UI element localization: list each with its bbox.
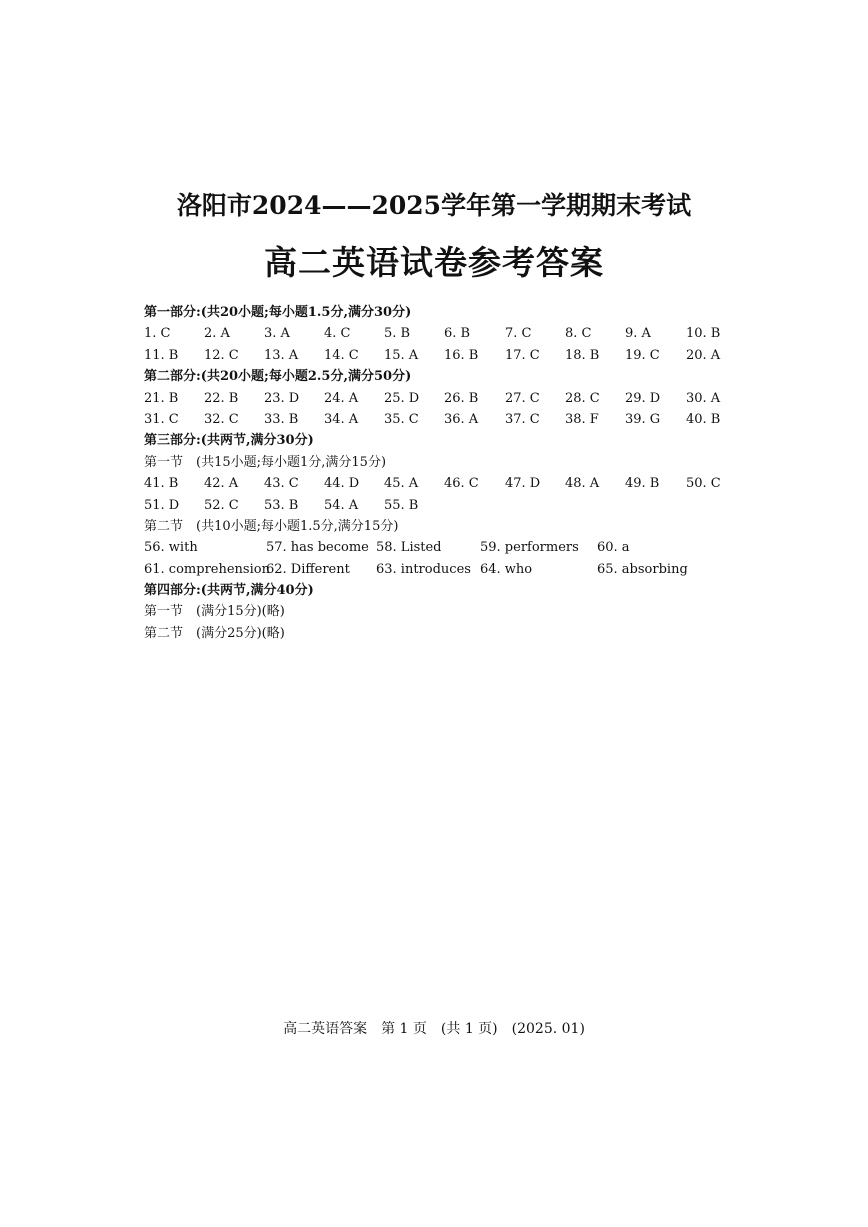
answer-item: 20. A — [686, 347, 721, 363]
answer-item: 15. A — [384, 347, 419, 363]
answer-item: 57. has become — [266, 540, 369, 556]
part4-heading: 第四部分:(共两节,满分40分) — [144, 583, 314, 599]
answer-item: 54. A — [324, 497, 359, 513]
answer-row — [144, 409, 744, 430]
part3-section1-label: 第一节 (共15小题;每小题1分,满分15分) — [144, 454, 387, 470]
answer-item: 9. A — [625, 326, 651, 342]
answer-item: 45. A — [384, 476, 419, 492]
part3-section2-label: 第二节 (共10小题;每小题1.5分,满分15分) — [144, 518, 399, 534]
answer-item: 61. comprehension — [144, 561, 270, 577]
answer-item: 8. C — [565, 326, 592, 342]
answer-item: 19. C — [625, 347, 660, 363]
answer-item: 24. A — [324, 390, 359, 406]
part1-heading: 第一部分:(共20小题;每小题1.5分,满分30分) — [144, 305, 412, 320]
answer-item: 37. C — [505, 411, 540, 427]
answer-item: 53. B — [264, 497, 299, 513]
answer-item: 48. A — [565, 476, 600, 492]
answer-item: 12. C — [204, 347, 239, 363]
answer-item: 25. D — [384, 390, 420, 406]
answer-item: 59. performers — [480, 540, 579, 556]
answer-item: 62. Different — [266, 561, 350, 577]
answer-item: 18. B — [565, 347, 600, 363]
page-footer: 高二英语答案 第 1 页 (共 1 页) (2025. 01) — [283, 1021, 585, 1037]
answer-item: 3. A — [264, 326, 290, 342]
answer-item: 17. C — [505, 347, 540, 363]
part2-heading: 第二部分:(共20小题;每小题2.5分,满分50分) — [144, 369, 412, 385]
answer-item: 43. C — [264, 476, 299, 492]
answer-item: 50. C — [686, 476, 721, 492]
answer-item: 30. A — [686, 390, 721, 406]
answer-item: 47. D — [505, 476, 541, 492]
answer-item: 7. C — [505, 326, 532, 342]
answer-item: 63. introduces — [376, 561, 471, 577]
answer-item: 5. B — [384, 326, 411, 342]
answer-row — [144, 388, 744, 409]
answer-item: 26. B — [444, 390, 479, 406]
answer-item: 10. B — [686, 326, 721, 342]
answer-item: 41. B — [144, 476, 179, 492]
part4-section1-label: 第一节 (满分15分)(略) — [144, 604, 285, 620]
answer-item: 40. B — [686, 411, 721, 427]
answer-row — [144, 495, 744, 516]
answer-item: 65. absorbing — [597, 561, 688, 577]
answer-item: 42. A — [204, 476, 239, 492]
answer-item: 31. C — [144, 411, 179, 427]
answer-item: 55. B — [384, 497, 419, 513]
part4-section2-label: 第二节 (满分25分)(略) — [144, 625, 285, 641]
answer-item: 13. A — [264, 347, 299, 363]
answer-content — [144, 302, 744, 644]
answer-item: 22. B — [204, 390, 239, 406]
answer-item: 1. C — [144, 326, 171, 342]
exam-title: 洛阳市2024——2025学年第一学期期末考试 — [176, 191, 692, 220]
answer-item: 21. B — [144, 390, 179, 406]
answer-item: 28. C — [565, 390, 600, 406]
answer-item: 34. A — [324, 411, 359, 427]
answer-item: 60. a — [597, 540, 630, 556]
answer-item: 14. C — [324, 347, 359, 363]
answer-item: 58. Listed — [376, 540, 442, 556]
answer-row — [144, 323, 744, 344]
answer-row — [144, 537, 744, 558]
answer-item: 2. A — [204, 326, 230, 342]
exam-subtitle: 高二英语试卷参考答案 — [264, 243, 604, 282]
answer-item: 36. A — [444, 411, 479, 427]
answer-item: 39. G — [625, 411, 661, 427]
answer-item: 44. D — [324, 476, 360, 492]
answer-item: 46. C — [444, 476, 479, 492]
answer-item: 16. B — [444, 347, 479, 363]
answer-item: 4. C — [324, 326, 351, 342]
answer-item: 35. C — [384, 411, 419, 427]
answer-item: 23. D — [264, 390, 300, 406]
part3-heading: 第三部分:(共两节,满分30分) — [144, 433, 314, 449]
answer-item: 52. C — [204, 497, 239, 513]
answer-row — [144, 473, 744, 494]
answer-item: 64. who — [480, 561, 533, 577]
answer-item: 6. B — [444, 326, 471, 342]
answer-item: 56. with — [144, 540, 198, 556]
answer-item: 27. C — [505, 390, 540, 406]
answer-item: 29. D — [625, 390, 661, 406]
answer-item: 32. C — [204, 411, 239, 427]
answer-item: 33. B — [264, 411, 299, 427]
answer-row — [144, 559, 744, 580]
answer-item: 38. F — [565, 411, 599, 427]
answer-item: 51. D — [144, 497, 180, 513]
answer-item: 49. B — [625, 476, 660, 492]
answer-item: 11. B — [144, 347, 179, 363]
answer-row — [144, 345, 744, 366]
